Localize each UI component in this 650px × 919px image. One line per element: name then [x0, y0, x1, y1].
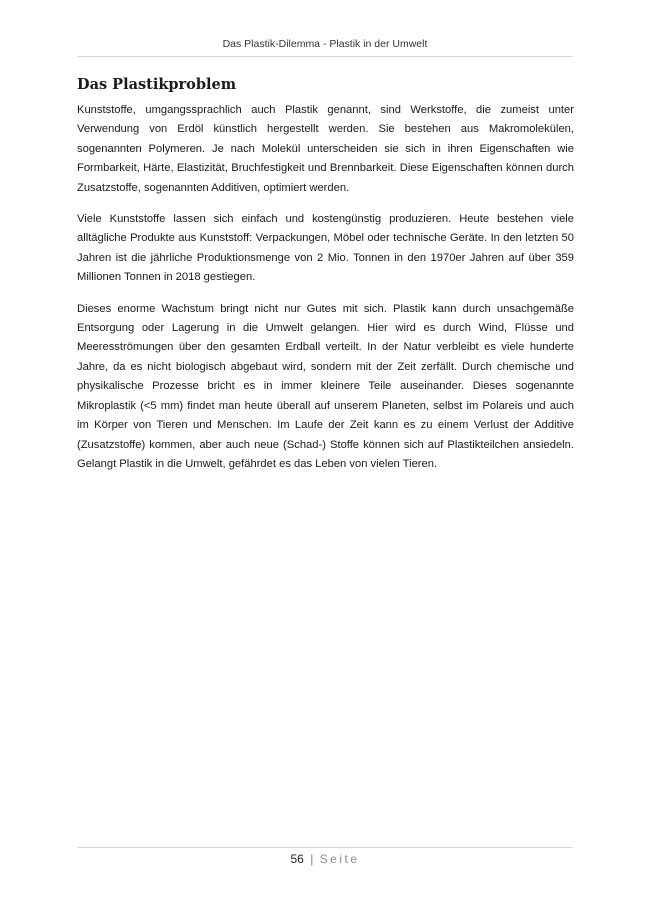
running-header [77, 38, 573, 57]
footer-separator: | [310, 852, 314, 866]
body-paragraph-2: Viele Kunststoffe lassen sich einfach und kostengünstig produzieren. Heute bestehen viele alltägliche Produkte aus Kunststoff: Verpackungen, Möbel oder technische Geräte. In den letzten 50 Jahren ist die jährliche Produktionsmenge von 2 Mio. Tonnen in den 1970er Jahren auf über 359 Millionen Tonnen in 2018 gestiegen. [77, 213, 574, 284]
section-title: Das Plastikproblem [77, 76, 237, 93]
page-label: Seite [319, 852, 360, 866]
running-header-title: Das Plastik-Dilemma - Plastik in der Umwelt [222, 38, 428, 50]
body-paragraph-1: Kunststoffe, umgangssprachlich auch Plastik genannt, sind Werkstoffe, die zumeist unter Verwendung von Erdöl künstlich hergestellt werden. Sie bestehen aus Makromolekülen, sogenannten Polymeren. Je nach Molekül unterscheiden sie sich in ihren Eigenschaften wie Formbarkeit, Härte, Elastizität, Bruchfestigkeit und Brennbarkeit. Diese Eigenschaften können durch Zusatzstoffe, sogenannten Additiven, optimiert werden. [77, 104, 574, 194]
page-footer [77, 847, 573, 866]
page-body [77, 76, 574, 486]
page-number: 56 [290, 852, 304, 866]
body-paragraph-3: Dieses enorme Wachstum bringt nicht nur Gutes mit sich. Plastik kann durch unsachgemäße Entsorgung oder Lagerung in die Umwelt gelangen. Hier wird es durch Wind, Flüsse und Meeresströmungen über den gesamten Erdball verteilt. In der Natur verbleibt es viele hunderte Jahre, da es nicht biologisch abgebaut wird, sondern mit der Zeit zerfällt. Durch chemische und physikalische Prozesse bricht es in immer kleinere Teile auseinander. Dieses sogenannte Mikroplastik (<5 mm) findet man heute überall auf unserem Planeten, selbst im Polareis und auch im Körper von Tieren und Menschen. Im Laufe der Zeit kann es zu einem Verlust der Additive (Zusatzstoffe) kommen, aber auch neue (Schad-) Stoffe können sich auf Plastikteilchen ansiedeln. Gelangt Plastik in die Umwelt, gefährdet es das Leben von vielen Tieren. [77, 302, 574, 470]
